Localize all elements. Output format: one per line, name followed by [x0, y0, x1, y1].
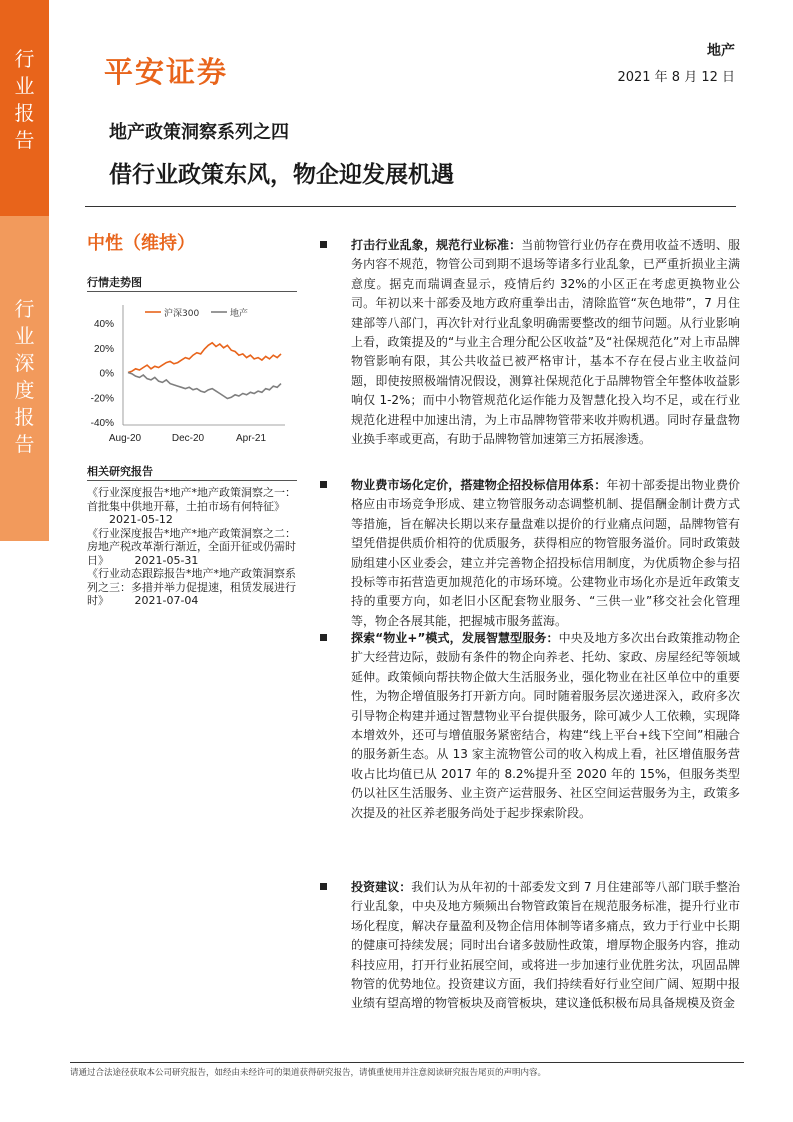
series-line-hs300: [128, 343, 281, 373]
paragraph-pricing: [320, 476, 740, 631]
industry-label: 地产: [707, 43, 735, 59]
paragraph-lead: 投资建议：: [351, 880, 412, 894]
paragraph-text: 年初十部委提出物业费价格应由市场竞争形成、建立物管服务动态调整机制、提倡酬金制计费方式等措施，旨在解决长期以来存量盘难以提价的行业痛点问题，品牌物管有望凭借提供质价相符的优质服务，获得相应的物管服务溢价。同时政策鼓励组建小区业委会，建立并完善物企招投标信用制度，为优质物企参与招投标等市拓营造更加规范化的市场环境。公建物业市场化亦是近年政策支持的重要方向，如老旧小区配套物业服务、“三供一业”移交社会化管理等，物企各展其能，把握城市服务蓝海。: [351, 478, 740, 628]
page-title: 借行业政策东风，物企迎发展机遇: [109, 162, 454, 188]
y-tick-label: 0%: [99, 368, 114, 380]
side-char: 报: [14, 405, 35, 429]
paragraph-property-plus: [320, 629, 740, 823]
side-char: 告: [14, 432, 35, 456]
side-tab-text: [0, 216, 49, 458]
side-char: 业: [14, 324, 35, 348]
related-report-date: 2021-07-04: [134, 594, 199, 607]
y-tick-label: 40%: [93, 319, 114, 330]
bullet-icon: [320, 883, 327, 890]
side-tab-deep-report: [0, 216, 49, 541]
x-tick-label: Aug-20: [108, 433, 142, 444]
report-date: 2021 年 8 月 12 日: [617, 70, 735, 85]
side-char: 度: [14, 378, 35, 402]
side-char: 告: [14, 128, 35, 152]
related-report-item[interactable]: [87, 486, 302, 527]
x-tick-label: Dec-20: [171, 433, 205, 444]
paragraph-regulation: [320, 236, 740, 449]
side-tab-industry-report: [0, 0, 49, 216]
series-line-real-estate: [128, 373, 281, 399]
paragraph-lead: 打击行业乱象，规范行业标准：: [351, 238, 522, 252]
footer-disclaimer: 请通过合法途径获取本公司研究报告，如经由未经许可的渠道获得研究报告，请慎重使用并注意阅读研究报告尾页的声明内容。: [70, 1068, 547, 1078]
chart-title-divider: [87, 291, 297, 292]
bullet-icon: [320, 481, 327, 488]
market-trend-chart: [85, 297, 295, 447]
y-tick-label: -20%: [90, 393, 114, 405]
paragraph-text: 当前物管行业仍存在费用收益不透明、服务内容不规范，物管公司到期不退场等诸多行业乱象，已严重折损业主满意度。据克而瑞调查显示，疫情后约 32%的小区正在考虑更换物业公司。年初以来十部委及地方政府重拳出击，清除监管“灰色地带”，7 月住建部等八部门，再次针对行业乱象明确需要整改的细节问题。从行业影响上看，政策提及的“与业主合理分配公区收益”及“社保规范化”对上市品牌物管影响有限，其公共收益已被严格审计，基本不存在侵占业主收益问题，即使按照极端情况假设，测算社保规范化于品牌物管全年整体收益影响仅 1-2%；而中小物管规范化运作能力及智慧化投入均不足，或在行业规范化进程中加速出清，为上市品牌物管带来收并购机遇。同时存量盘物业换手率或更高，有助于品牌物管加速第三方拓展渗透。: [351, 238, 740, 447]
bullet-icon: [320, 634, 327, 641]
side-char: 报: [14, 101, 35, 125]
side-char: 深: [14, 351, 35, 375]
related-reports-divider: [87, 480, 297, 481]
side-char: 行: [14, 47, 35, 71]
legend-label: 沪深300: [164, 309, 200, 319]
related-report-date: 2021-05-12: [109, 513, 173, 526]
series-title: 地产政策洞察系列之四: [109, 122, 289, 143]
related-reports-title: 相关研究报告: [87, 465, 153, 478]
header-divider: [85, 206, 736, 207]
footer-divider: [70, 1062, 744, 1063]
company-logo: 平安证券: [104, 55, 229, 89]
bullet-icon: [320, 241, 327, 248]
related-report-title: 《行业深度报告*地产*地产政策洞察之二：房地产税改革渐行渐近，全面开征或仍需时日》: [87, 526, 296, 567]
related-reports-list: [87, 486, 302, 608]
rating-label: 中性（维持）: [87, 233, 195, 254]
y-tick-label: 20%: [93, 343, 114, 355]
y-tick-label: -40%: [90, 418, 114, 429]
related-report-item[interactable]: [87, 567, 302, 608]
side-char: 行: [14, 297, 35, 321]
related-report-date: 2021-05-31: [134, 553, 199, 567]
paragraph-text: 中央及地方多次出台政策推动物企扩大经营边际，鼓励有条件的物企向养老、托幼、家政、房屋经纪等领域延伸。政策倾向帮扶物企做大生活服务业，强化物业在社区单位中的重要性，为物企增值服务打开新方向。同时随着服务层次递进深入，政府多次引导物企构建并通过智慧物业平台提供服务，除可减少人工依赖，实现降本增效外，还可与增值服务紧密结合，构建“线上平台+线下空间”相融合的服务新生态。从 13 家主流物管公司的收入构成上看，社区增值服务营收占比均值已从 2017 年的 8.2%提升至 2020 年的 15%，但服务类型仍以社区生活服务、业主资产运营服务、社区空间运营服务为主，政策多次提及的社区养老服务尚处于起步探索阶段。: [351, 631, 740, 820]
paragraph-lead: 探索“物业+”模式，发展智慧型服务：: [351, 631, 559, 645]
related-report-item[interactable]: [87, 527, 302, 568]
related-report-title: 《行业动态跟踪报告*地产*地产政策洞察系列之三：多措并举力促提速，租赁发展进行时》: [87, 567, 296, 607]
paragraph-lead: 物业费市场化定价，搭建物企招投标信用体系：: [351, 478, 607, 492]
side-tab-text: [0, 0, 49, 154]
paragraph-investment: [320, 878, 740, 1014]
side-char: 业: [14, 74, 35, 98]
paragraph-text: 我们认为从年初的十部委发文到 7 月住建部等八部门联手整治行业乱象，中央及地方频频出台物管政策旨在规范服务标准，提升行业市场化程度，解决存量盈利及物企信用体制等诸多痛点，致力于行业中长期的健康可持续发展；同时出台诸多鼓励性政策，增厚物企服务内容，推动科技应用，打开行业拓展空间，或将进一步加速行业优胜劣汰，巩固品牌物管的优势地位。投资建议方面，我们持续看好行业空间广阔、短期中报业绩有望高增的物管板块及商管板块，建议逢低积极布局具备规模及资金: [351, 880, 740, 1011]
legend-label: 地产: [230, 309, 249, 319]
x-tick-label: Apr-21: [235, 433, 267, 444]
chart-title: 行情走势图: [87, 276, 142, 289]
related-report-title: 《行业深度报告*地产*地产政策洞察之一：首批集中供地开幕，土拍市场有何特征》: [87, 486, 296, 513]
